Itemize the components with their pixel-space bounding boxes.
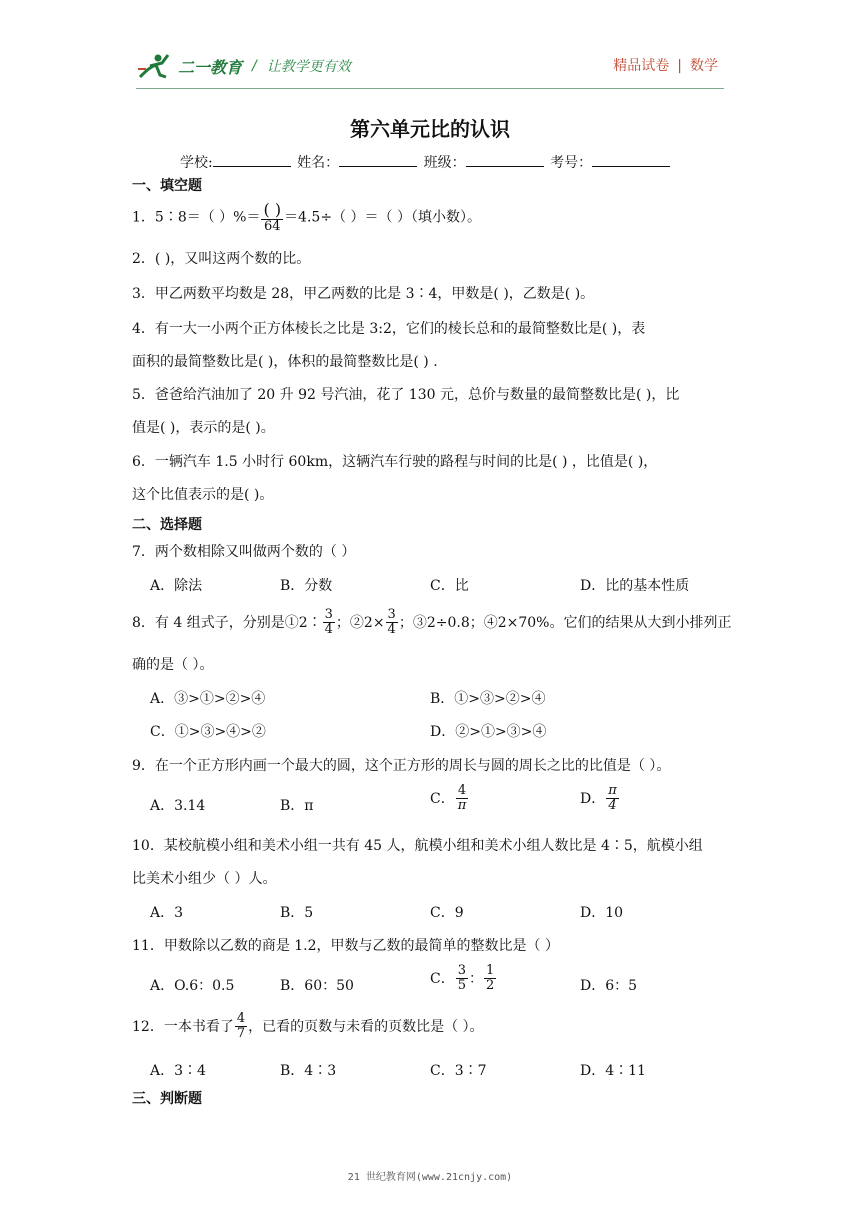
q8-fraction-1 <box>323 608 335 638</box>
slogan: 让教学更有效 <box>266 59 351 75</box>
q7-option-b[interactable]: B．分数 <box>280 578 333 594</box>
q12-option-d[interactable]: D．4∶11 <box>580 1063 646 1079</box>
name-label: 姓名： <box>297 155 340 171</box>
question-6-line-1: 6．一辆汽车 1.5 小时行 60km，这辆汽车行驶的路程与时间的比是( ) ，比值是( )， <box>132 454 658 470</box>
q1-fraction <box>261 201 283 234</box>
q11-c-n1: 3 <box>457 963 466 978</box>
exam-no-label: 考号： <box>550 155 593 171</box>
q11-c-fraction-2 <box>484 964 496 994</box>
header-rule <box>136 88 724 89</box>
question-6-line-2: 这个比值表示的是( )。 <box>132 487 274 503</box>
student-info <box>180 152 672 172</box>
q8-text-a: 8．有 4 组式子，分别是①2∶ <box>132 614 322 631</box>
logo-text: 二一教育 <box>178 57 243 77</box>
q11-option-d[interactable]: D．6：5 <box>580 978 638 994</box>
question-9: 9．在一个正方形内画一个最大的圆，这个正方形的周长与圆的周长之比的比值是（ ）。 <box>132 758 671 774</box>
question-4-line-2: 面积的最简整数比是( )，体积的最简整数比是( ) . <box>132 354 438 370</box>
question-10-line-1: 10．某校航模小组和美术小组一共有 45 人，航模小组和美术小组人数比是 4∶5，航模小组 <box>132 838 703 854</box>
question-2: 2．( )，又叫这两个数的比。 <box>132 251 311 267</box>
q11-option-c[interactable] <box>430 964 497 994</box>
q9-d-fraction <box>606 784 619 814</box>
q12-f-den: 7 <box>236 1026 246 1042</box>
q12-text-b: ，已看的页数与未看的页数比是（ ）。 <box>248 1018 484 1035</box>
q11-c-n2: 1 <box>486 963 495 978</box>
q8-f2-num: 3 <box>387 607 396 622</box>
header-divider: | <box>677 58 682 74</box>
q8-option-b[interactable]: B．①>③>②>④ <box>430 691 546 707</box>
logo-separator: / <box>252 58 257 74</box>
question-3: 3．甲乙两数平均数是 28，甲乙两数的比是 3∶4，甲数是( )，乙数是( )。 <box>132 286 595 302</box>
q10-option-a[interactable]: A．3 <box>150 905 184 921</box>
header-label: 精品试卷 <box>613 58 670 74</box>
q12-option-c[interactable]: C．3∶7 <box>430 1063 487 1079</box>
q11-c-d2: 2 <box>486 978 495 994</box>
question-7: 7．两个数相除又叫做两个数的（ ） <box>132 544 356 560</box>
q9-c-den: π <box>457 798 467 814</box>
q7-option-a[interactable]: A．除法 <box>150 578 203 594</box>
q1-text-b: ＝4.5÷（ ）＝（ ）（填小数）。 <box>284 209 481 226</box>
q11-option-a[interactable]: A．O.6：0.5 <box>150 978 235 994</box>
q8-text-c: ；③2÷0.8；④2×70%。它们的结果从大到小排列正 <box>398 614 732 631</box>
school-blank[interactable] <box>213 154 291 167</box>
q9-c-fraction <box>456 784 469 814</box>
q1-text-a: 1．5∶8＝（ ）%＝ <box>132 209 261 226</box>
question-10-line-2: 比美术小组少（ ）人。 <box>132 871 277 887</box>
name-blank[interactable] <box>339 154 417 167</box>
page-title: 第六单元比的认识 <box>350 117 510 141</box>
q8-fraction-2 <box>386 608 398 638</box>
q10-option-c[interactable]: C．9 <box>430 905 464 921</box>
exam-no-blank[interactable] <box>592 154 670 167</box>
q9-d-num: π <box>608 783 617 798</box>
q8-option-a[interactable]: A．③>①>②>④ <box>150 691 266 707</box>
q1-frac-den: 64 <box>264 218 281 234</box>
question-8-line-2: 确的是（ ）。 <box>132 657 214 673</box>
q8-option-d[interactable]: D．②>①>③>④ <box>430 724 547 740</box>
q9-option-b[interactable]: B．π <box>280 798 314 814</box>
question-8-line-1 <box>132 608 731 638</box>
q8-option-c[interactable]: C．①>③>④>② <box>150 724 266 740</box>
q10-option-b[interactable]: B．5 <box>280 905 314 921</box>
q11-c-d1: 5 <box>457 978 466 994</box>
class-label: 班级： <box>423 155 466 171</box>
q10-option-d[interactable]: D．10 <box>580 905 624 921</box>
q12-text-a: 12．一本书看了 <box>132 1018 234 1035</box>
q8-f1-den: 4 <box>324 622 333 638</box>
q12-option-a[interactable]: A．3∶4 <box>150 1063 206 1079</box>
q12-f-num: 4 <box>236 1011 246 1026</box>
q9-option-a[interactable]: A．3.14 <box>150 798 206 814</box>
q1-frac-num: ( ) <box>263 200 282 219</box>
q11-c-colon: ： <box>469 970 483 987</box>
header-subject: 数学 <box>690 58 718 74</box>
q12-fraction <box>235 1012 247 1042</box>
runner-logo-icon <box>136 51 176 81</box>
brand-logo <box>136 50 366 82</box>
q9-d-den: 4 <box>608 798 617 814</box>
q9-option-d[interactable] <box>580 784 620 814</box>
q11-c-fraction-1 <box>456 964 468 994</box>
section-fill-in: 一、填空题 <box>132 178 202 194</box>
question-1 <box>132 201 481 234</box>
school-label: 学校: <box>180 155 213 171</box>
q8-f2-den: 4 <box>387 622 396 638</box>
q11-c-label: C． <box>430 970 455 987</box>
question-11: 11．甲数除以乙数的商是 1.2，甲数与乙数的最简单的整数比是（ ） <box>132 938 559 954</box>
question-5-line-2: 值是( )，表示的是( )。 <box>132 420 275 436</box>
q9-d-label: D． <box>580 790 606 807</box>
header-category <box>613 55 718 75</box>
q7-option-c[interactable]: C．比 <box>430 578 469 594</box>
q9-c-num: 4 <box>456 784 469 799</box>
q8-text-b: ；②2× <box>335 614 385 631</box>
page-footer: 21 世纪教育网(www.21cnjy.com) <box>347 1172 513 1183</box>
question-12 <box>132 1012 484 1042</box>
q9-option-c[interactable] <box>430 784 469 814</box>
class-blank[interactable] <box>466 154 544 167</box>
section-multiple-choice: 二、选择题 <box>132 517 202 533</box>
question-4-line-1: 4．有一大一小两个正方体棱长之比是 3:2，它们的棱长总和的最简整数比是( )，表 <box>132 321 646 337</box>
q12-option-b[interactable]: B．4∶3 <box>280 1063 337 1079</box>
section-true-false: 三、判断题 <box>132 1091 202 1107</box>
q9-c-label: C． <box>430 790 455 807</box>
q11-option-b[interactable]: B．60：50 <box>280 978 354 994</box>
q8-f1-num: 3 <box>324 607 333 622</box>
question-5-line-1: 5．爸爸给汽油加了 20 升 92 号汽油，花了 130 元，总价与数量的最简整数比是( )，比 <box>132 387 680 403</box>
q7-option-d[interactable]: D．比的基本性质 <box>580 578 690 594</box>
